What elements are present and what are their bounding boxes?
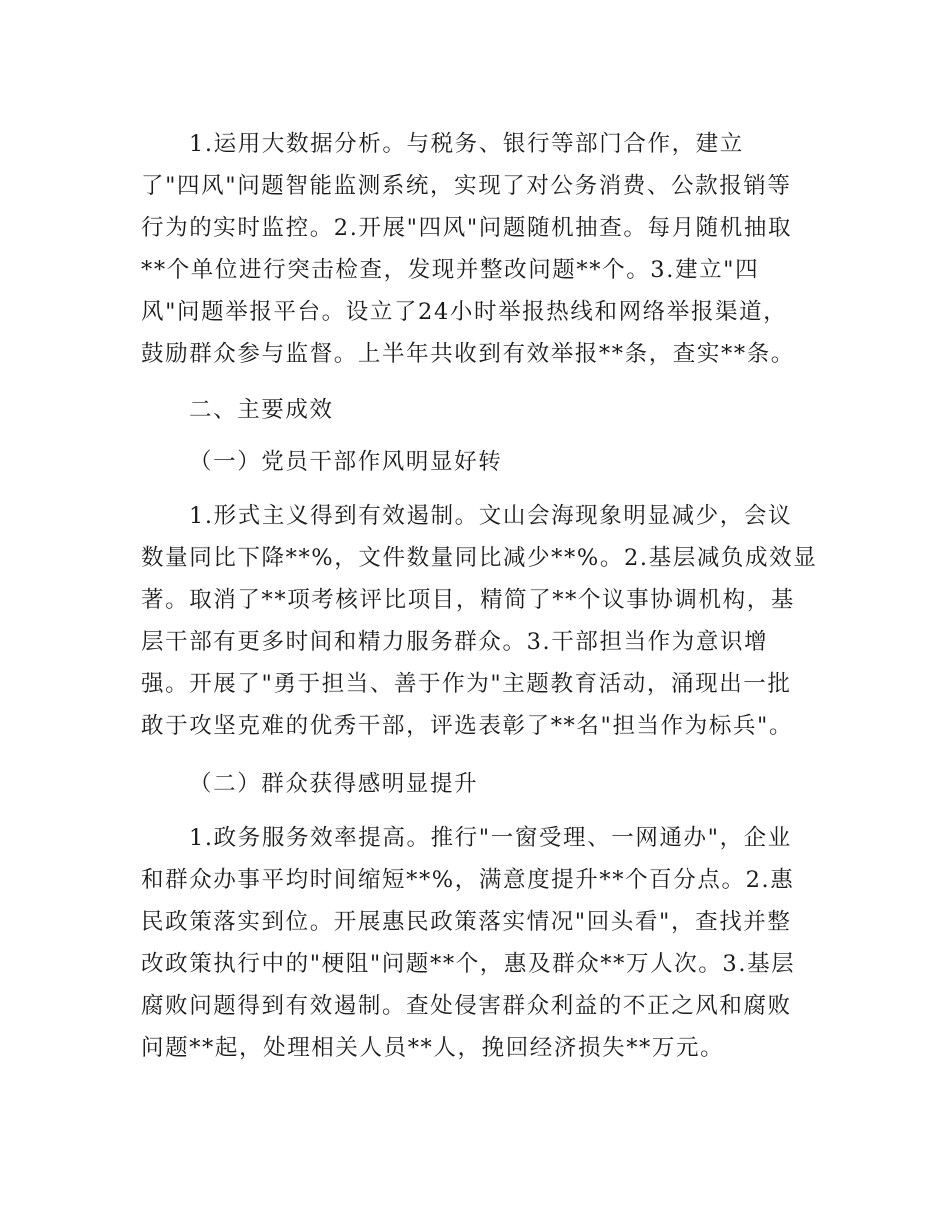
paragraph-line: 问题**起，处理相关人员**人，挽回经济损失**万元。 [141, 1035, 725, 1061]
paragraph-line: 和群众办事平均时间缩短**%，满意度提升**个百分点。2.惠 [141, 867, 795, 893]
paragraph-line: 强。开展了"勇于担当、善于作为"主题教育活动，涌现出一批 [141, 671, 792, 697]
subheading-public-satisfaction: （二）群众获得感明显提升 [189, 771, 479, 797]
paragraph-measures [141, 123, 811, 375]
paragraph-cadre-style [141, 495, 818, 747]
paragraph-line: 腐败问题得到有效遏制。查处侵害群众利益的不正之风和腐败 [141, 993, 792, 1019]
paragraph-line: 民政策落实到位。开展惠民政策落实情况"回头看"，查找并整 [141, 909, 792, 935]
paragraph-line: 改政策执行中的"梗阻"问题**个，惠及群众**万人次。3.基层 [141, 951, 796, 977]
paragraph-line: 著。取消了**项考核评比项目，精简了**个议事协调机构，基 [141, 587, 795, 613]
paragraph-line: 数量同比下降**%，文件数量同比减少**%。2.基层减负成效显 [141, 545, 818, 571]
paragraph-line: 行为的实时监控。2.开展"四风"问题随机抽查。每月随机抽取 [141, 215, 793, 241]
paragraph-line: 鼓励群众参与监督。上半年共收到有效举报**条，查实**条。 [141, 341, 795, 367]
subheading-cadre-style: （一）党员干部作风明显好转 [189, 449, 503, 475]
paragraph-public-satisfaction [141, 817, 811, 1069]
paragraph-line: 风"问题举报平台。设立了24小时举报热线和网络举报渠道， [141, 299, 788, 325]
paragraph-line: 层干部有更多时间和精力服务群众。3.干部担当作为意识增 [141, 629, 769, 655]
paragraph-line: 敢于攻坚克难的优秀干部，评选表彰了**名"担当作为标兵"。 [141, 713, 794, 739]
paragraph-line: **个单位进行突击检查，发现并整改问题**个。3.建立"四 [141, 257, 760, 283]
paragraph-line: 1.政务服务效率提高。推行"一窗受理、一网通办"，企业 [189, 825, 792, 851]
paragraph-line: 了"四风"问题智能监测系统，实现了对公务消费、公款报销等 [141, 173, 792, 199]
section-heading-main-results: 二、主要成效 [189, 397, 334, 423]
paragraph-line: 1.形式主义得到有效遏制。文山会海现象明显减少，会议 [189, 503, 793, 529]
paragraph-line: 1.运用大数据分析。与税务、银行等部门合作，建立 [189, 131, 744, 157]
